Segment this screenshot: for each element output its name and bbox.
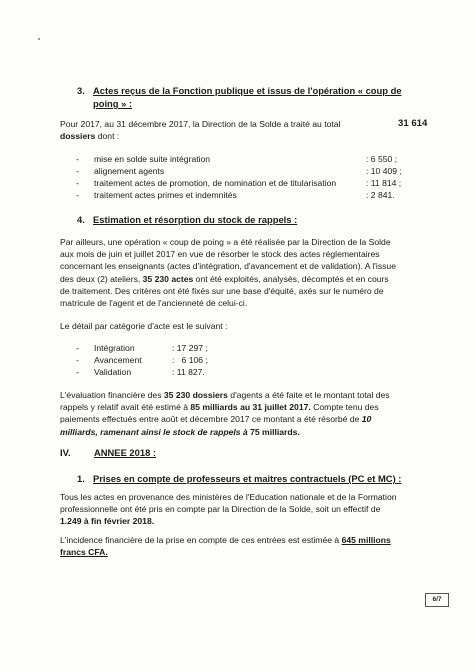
- category-item: [76, 342, 276, 354]
- section-iv-title: ANNEE 2018 :: [94, 447, 157, 458]
- paragraph-line: [60, 273, 430, 285]
- breakdown-item: [76, 153, 436, 165]
- text-run: d'agents a été faite et le montant total des: [227, 390, 390, 400]
- effectif-value: 1.249 à fin février 2018.: [60, 516, 155, 527]
- detail-intro: Le détail par catégorie d'acte est le suivant :: [60, 321, 228, 331]
- category-item: [76, 366, 276, 378]
- text-run: L'évaluation financière des: [60, 390, 164, 400]
- text-run: des deux (2) ateliers,: [60, 273, 143, 284]
- breakdown-label: mise en solde suite intégration: [94, 154, 211, 164]
- breakdown-value: : 6 550 ;: [366, 154, 398, 164]
- category-value: : 11 827.: [172, 367, 205, 377]
- intro-suffix: dont :: [95, 131, 120, 141]
- scan-speck: [38, 38, 40, 40]
- section-1-number: 1.: [77, 473, 85, 484]
- paragraph-4: [60, 534, 432, 558]
- category-label: Intégration: [94, 343, 135, 353]
- section-3-title-line2: poing » :: [93, 98, 133, 109]
- paragraph-line: Tous les actes en provenance des ministères de l'Education nationale et de la Formation: [60, 492, 397, 502]
- section-3-number: 3.: [77, 85, 85, 96]
- intro-total-line: [60, 130, 119, 142]
- actes-count: 35 230 actes: [142, 273, 194, 284]
- paragraph-line: [60, 389, 432, 401]
- section-4-title: Estimation et résorption du stock de rappels :: [93, 214, 298, 225]
- paragraph-line: [60, 413, 432, 425]
- paragraph-line: matricule de l'agent et de l'ancienneté de celui-ci.: [60, 298, 248, 309]
- page-number: 6/7: [425, 593, 449, 607]
- reduction-amount: 10: [361, 414, 372, 425]
- breakdown-label: alignement agents: [94, 166, 165, 176]
- section-3-title-line1: Actes reçus de la Fonction publique et issus de l'opération « coup de: [93, 85, 402, 96]
- category-value: : 17 297 ;: [172, 343, 208, 353]
- paragraph-line: [60, 534, 432, 546]
- section-4-number: 4.: [77, 214, 85, 225]
- text-run: ont été exploités, analysés, décomptés et en cours: [193, 273, 389, 284]
- breakdown-item: [76, 189, 436, 201]
- paragraph-line: concernant les enseignants (actes d'intégration, d'avancement et de validation). A l'issue: [60, 261, 396, 272]
- intro-text: Pour 2017, au 31 décembre 2017, la Direction de la Solde a traité au total: [60, 119, 341, 129]
- section-iv-number: IV.: [60, 447, 71, 458]
- dash-marker: -: [76, 154, 79, 164]
- dash-marker: -: [76, 166, 79, 176]
- breakdown-label: traitement actes de promotion, de nomination et de titularisation: [94, 178, 337, 188]
- dash-marker: -: [76, 178, 79, 188]
- breakdown-label: traitement actes primes et indemnités: [94, 190, 237, 200]
- dash-marker: -: [76, 343, 79, 353]
- dash-marker: -: [76, 367, 79, 377]
- intro-total-unit: dossiers: [60, 131, 96, 141]
- currency-line: francs CFA.: [60, 547, 108, 558]
- breakdown-value: : 2 841.: [366, 190, 395, 200]
- remaining-stock: 75 milliards.: [250, 426, 300, 437]
- breakdown-item: [76, 165, 436, 177]
- text-run: rappels y relatif avait été estimé à: [60, 402, 191, 413]
- paragraph-line: de traitement. Des critères ont été fixés sur une base d'équité, axés sur le numéro de: [60, 285, 384, 296]
- category-value: : 6 106 ;: [172, 355, 208, 365]
- text-run: milliards, ramenant ainsi le stock de rappels à: [60, 426, 251, 437]
- estimated-amount: 85 milliards au 31 juillet 2017.: [190, 402, 311, 413]
- dash-marker: -: [76, 355, 79, 365]
- section-1-title: Prises en compte de professeurs et maitres contractuels (PC et MC) :: [93, 473, 402, 484]
- paragraph-line: professionnelle ont été pris en compte par la Direction de la Solde, soit un effectif de: [60, 504, 381, 515]
- category-label: Avancement: [94, 355, 142, 365]
- breakdown-item: [76, 177, 436, 189]
- section-3-heading: [77, 85, 457, 97]
- paragraph-line: aux mois de juin et juillet 2017 en vue de résorber le stock des actes réglementaires: [60, 249, 380, 260]
- category-item: [76, 354, 276, 366]
- paragraph-2: [60, 389, 432, 438]
- dash-marker: -: [76, 190, 79, 200]
- text-run: Compte tenu des: [310, 402, 379, 413]
- text-run: paiements effectués entre août et décembre 2017 ce montant a été résorbé de: [60, 414, 362, 425]
- breakdown-value: : 11 814 ;: [366, 178, 402, 188]
- dossiers-count: 35 230 dossiers: [163, 390, 228, 400]
- text-run: L'incidence financière de la prise en compte de ces entrées est estimée à: [60, 535, 342, 545]
- section-iv-heading: [60, 447, 156, 459]
- paragraph-line: [60, 401, 432, 413]
- paragraph-3: [60, 491, 432, 528]
- breakdown-value: : 10 409 ;: [366, 166, 402, 176]
- intro-total-value: 31 614: [398, 118, 428, 129]
- section-4-heading: [77, 214, 297, 226]
- paragraph-line: [60, 426, 432, 438]
- paragraph-1: [60, 236, 430, 309]
- financial-impact: 645 millions: [341, 535, 391, 545]
- category-label: Validation: [94, 367, 132, 377]
- paragraph-line: Par ailleurs, une opération « coup de poing » a été réalisée par la Direction de la Solde: [60, 237, 391, 247]
- section-1-heading: [77, 473, 401, 485]
